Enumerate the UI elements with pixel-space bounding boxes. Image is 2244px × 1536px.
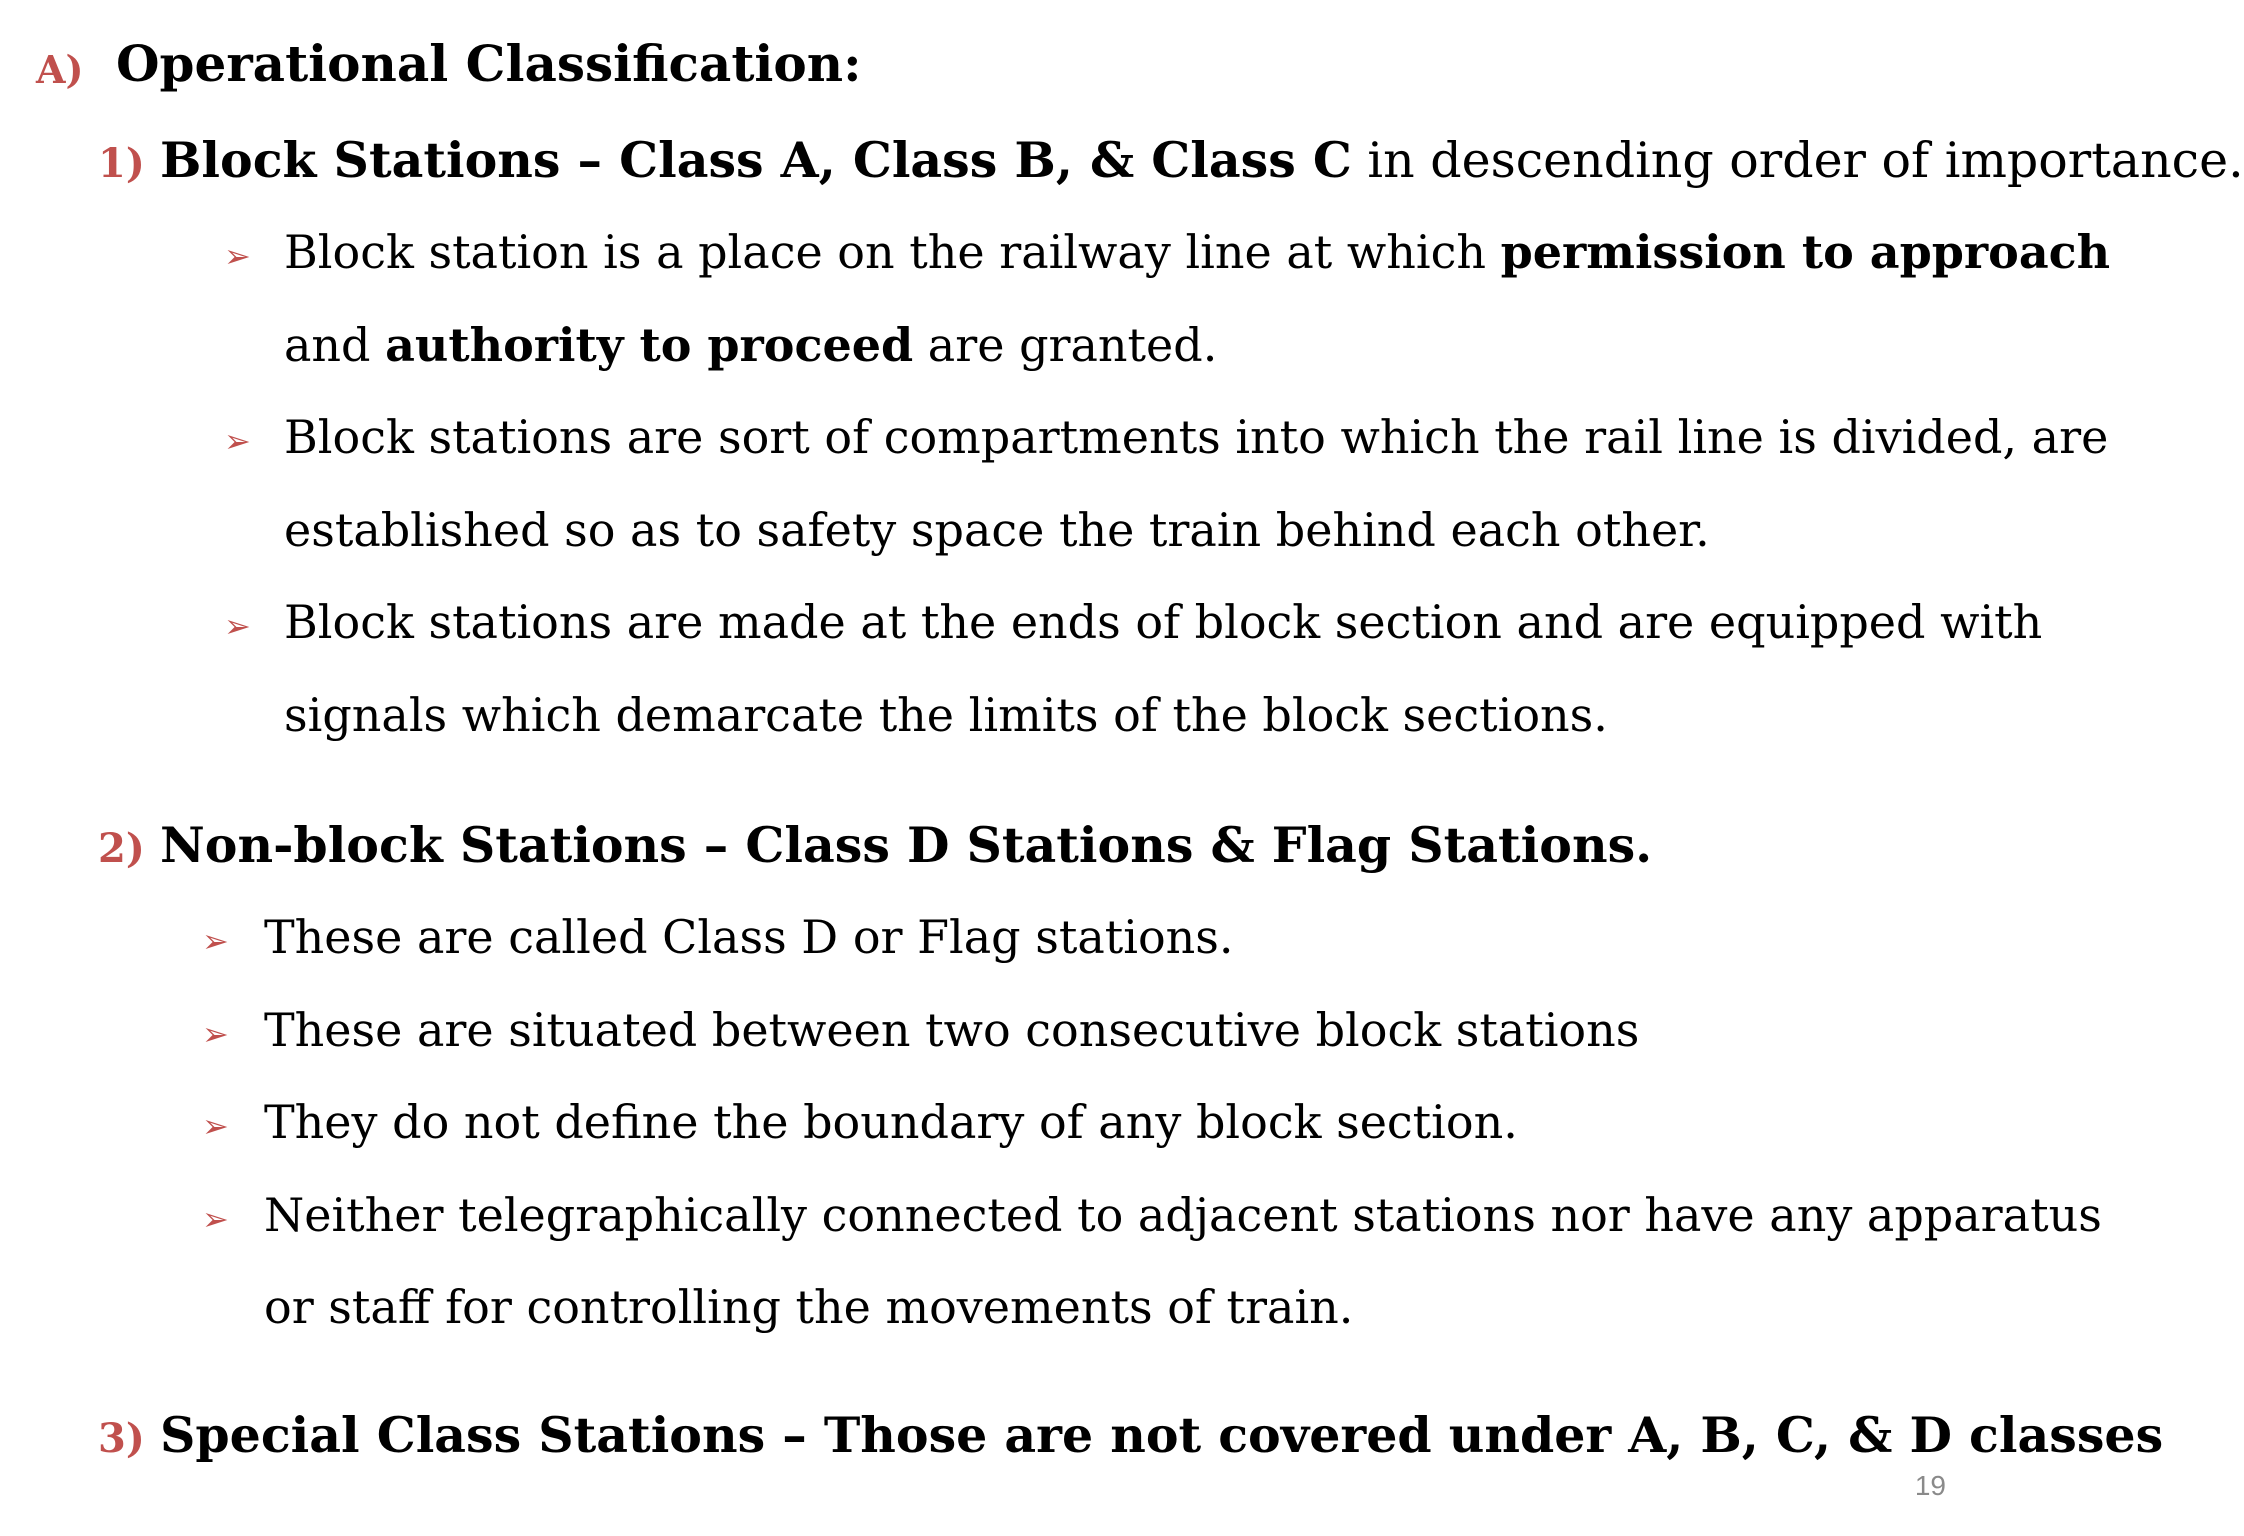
bullet-arrow-icon: ➢ xyxy=(202,1015,229,1053)
bullet-arrow-icon: ➢ xyxy=(202,922,229,960)
section-marker: A) xyxy=(36,47,84,92)
item1-title-bold: Block Stations – Class A, Class B, & Class C xyxy=(160,131,1352,189)
section-title: Operational Classification: xyxy=(116,34,862,93)
bullet-arrow-icon: ➢ xyxy=(224,237,251,275)
item3-title: Special Class Stations – Those are not covered under A, B, C, & D classes xyxy=(160,1406,2164,1464)
bullet-arrow-icon: ➢ xyxy=(202,1107,229,1145)
bullet-text: These are situated between two consecutive block stations xyxy=(264,1003,1640,1057)
bullet-text: are granted. xyxy=(913,318,1218,372)
item1-title-rest: in descending order of importance. xyxy=(1351,132,2244,189)
item3-marker: 3) xyxy=(98,1415,145,1462)
bullet-text: established so as to safety space the train behind each other. xyxy=(284,503,1710,557)
bullet-arrow-icon: ➢ xyxy=(224,422,251,460)
bullet-text: Block station is a place on the railway line at which xyxy=(284,225,1501,279)
item2-marker: 2) xyxy=(98,825,145,872)
bullet-text: Block stations are made at the ends of block section and are equipped with xyxy=(284,595,2043,649)
page-number: 19 xyxy=(1914,1470,1946,1501)
item1-marker: 1) xyxy=(98,140,145,187)
bullet-arrow-icon: ➢ xyxy=(202,1200,229,1238)
bullet-bold-text: permission to approach xyxy=(1500,225,2111,279)
bullet-text: Block stations are sort of compartments into which the rail line is divided, are xyxy=(284,410,2109,464)
bullet-bold-text: authority to proceed xyxy=(385,318,914,372)
bullet-arrow-icon: ➢ xyxy=(224,607,251,645)
bullet-text: They do not define the boundary of any block section. xyxy=(264,1095,1518,1149)
bullet-text: Neither telegraphically connected to adjacent stations nor have any apparatus xyxy=(264,1188,2102,1242)
bullet-text: or staff for controlling the movements of train. xyxy=(264,1280,1354,1334)
item2-title: Non-block Stations – Class D Stations & Flag Stations. xyxy=(160,816,1653,874)
bullet-text: signals which demarcate the limits of the block sections. xyxy=(284,688,1608,742)
bullet-text: These are called Class D or Flag stations. xyxy=(264,910,1234,964)
bullet-text: and xyxy=(284,318,386,372)
